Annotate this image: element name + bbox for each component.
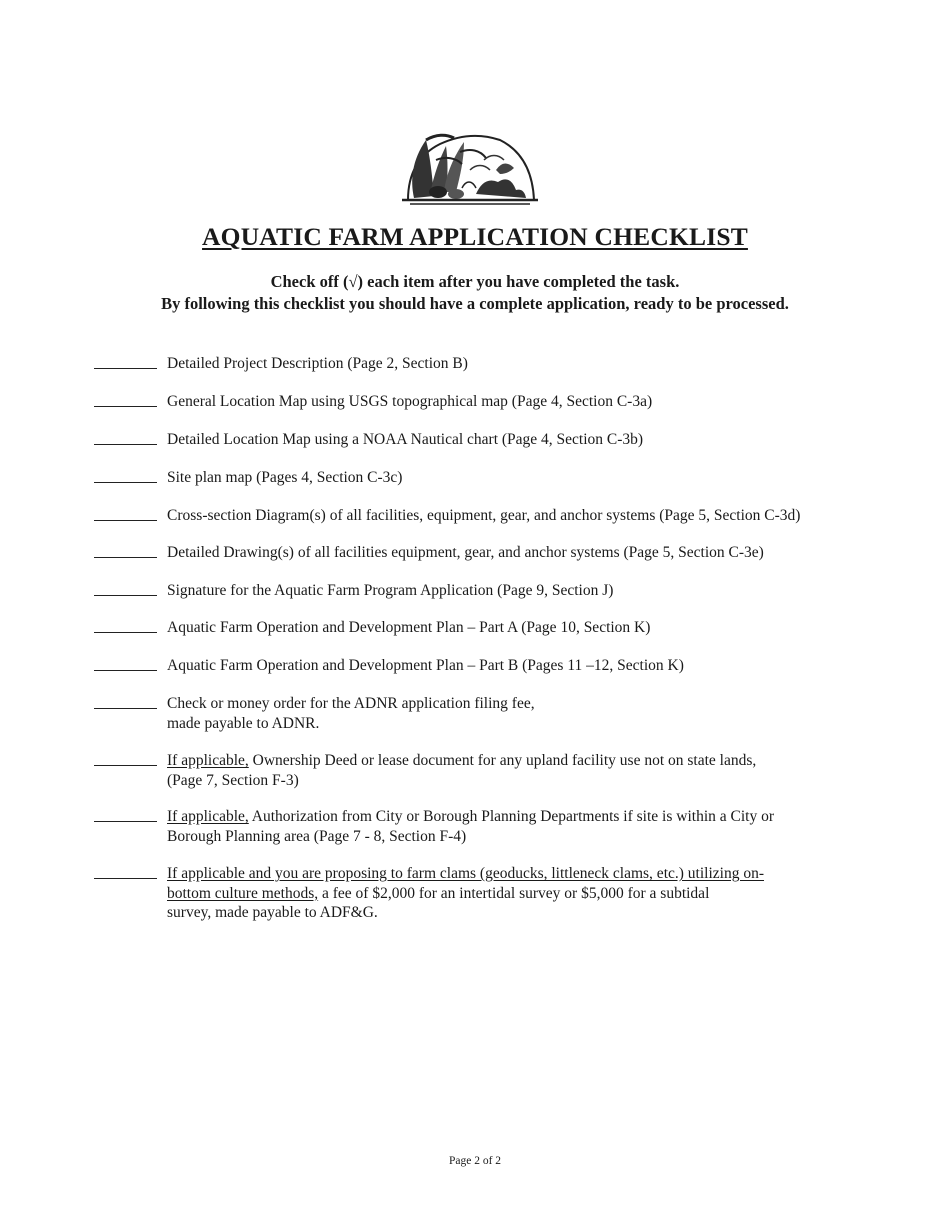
checkoff-blank[interactable] xyxy=(94,670,157,671)
checkoff-blank[interactable] xyxy=(94,765,157,766)
page-title: AQUATIC FARM APPLICATION CHECKLIST xyxy=(202,222,748,251)
checklist-item-text xyxy=(167,543,867,563)
underlined-text: If applicable, xyxy=(167,752,249,769)
checkoff-blank[interactable] xyxy=(94,878,157,879)
item-text: Authorization from City or Borough Planning Departments if site is within a City or xyxy=(248,808,774,825)
checkoff-blank[interactable] xyxy=(94,595,157,596)
item-text: Detailed Location Map using a NOAA Nautical chart (Page 4, Section C-3b) xyxy=(167,431,644,448)
checklist-item-line xyxy=(167,618,867,638)
item-text: a fee of $2,000 for an intertidal survey or $5,000 for a subtidal xyxy=(318,884,710,902)
checklist-item-line xyxy=(167,430,867,450)
item-text: Ownership Deed or lease document for any upland facility use not on state lands, xyxy=(248,752,757,769)
checklist-item-line xyxy=(167,751,867,771)
checklist-item-text xyxy=(167,506,867,526)
checklist-item-line xyxy=(167,714,867,734)
checklist-item-line xyxy=(167,656,867,676)
item-text: Signature for the Aquatic Farm Program Application (Page 9, Section J) xyxy=(167,582,614,599)
checklist-item-text xyxy=(167,430,867,450)
checkoff-blank[interactable] xyxy=(94,708,157,709)
checkoff-blank[interactable] xyxy=(94,557,157,558)
item-text: made payable to ADNR. xyxy=(167,714,320,732)
instruction-line-1: Check off (√) each item after you have completed the task. xyxy=(270,272,680,291)
checklist-item-text xyxy=(167,468,867,488)
underlined-text: bottom culture methods, xyxy=(167,884,319,902)
checklist-item-line xyxy=(167,543,867,563)
checklist-item-line xyxy=(167,392,867,412)
item-text: survey, made payable to ADF&G. xyxy=(167,904,378,921)
checklist-item-line xyxy=(167,468,867,488)
item-text: Detailed Project Description (Page 2, Section B) xyxy=(167,355,468,372)
checkoff-blank[interactable] xyxy=(94,821,157,822)
program-logo xyxy=(400,130,540,206)
checklist-item-text xyxy=(167,694,867,733)
checklist-item-text xyxy=(167,354,867,374)
item-text: Check or money order for the ADNR application filing fee, xyxy=(167,695,535,712)
checklist-item-text xyxy=(167,864,867,923)
item-text: Aquatic Farm Operation and Development Plan – Part B (Pages 11 –12, Section K) xyxy=(167,657,684,674)
checkoff-blank[interactable] xyxy=(94,444,157,445)
checklist-item-line xyxy=(167,903,867,923)
item-text: (Page 7, Section F-3) xyxy=(167,771,299,789)
checklist-item-text xyxy=(167,581,867,601)
checklist-item-line xyxy=(167,694,867,714)
checklist-item-line xyxy=(167,864,867,884)
checklist-item-text xyxy=(167,656,867,676)
checkoff-blank[interactable] xyxy=(94,520,157,521)
item-text: Aquatic Farm Operation and Development Plan – Part A (Page 10, Section K) xyxy=(167,619,651,636)
checklist-item-line xyxy=(167,827,867,847)
item-text: Borough Planning area (Page 7 - 8, Section F-4) xyxy=(167,827,467,845)
item-text: Cross-section Diagram(s) of all facilities, equipment, gear, and anchor systems (Page 5, Section C-3d) xyxy=(167,507,801,524)
page-footer: Page 2 of 2 xyxy=(448,1155,502,1167)
checkoff-blank[interactable] xyxy=(94,482,157,483)
checklist-item-text xyxy=(167,392,867,412)
instruction-line-2: By following this checklist you should have a complete application, ready to be processed. xyxy=(161,294,789,313)
checkoff-blank[interactable] xyxy=(94,632,157,633)
item-text: Site plan map (Pages 4, Section C-3c) xyxy=(167,469,403,486)
checkoff-blank[interactable] xyxy=(94,406,157,407)
checklist-item-line xyxy=(167,581,867,601)
item-text: Detailed Drawing(s) of all facilities equipment, gear, and anchor systems (Page 5, Section C-3e) xyxy=(167,544,764,561)
checklist-item-line xyxy=(167,354,867,374)
item-text: General Location Map using USGS topographical map (Page 4, Section C-3a) xyxy=(167,393,653,410)
checklist-item-text xyxy=(167,807,867,846)
checklist-item-line xyxy=(167,807,867,827)
underlined-text: If applicable and you are proposing to farm clams (geoducks, littleneck clams, etc.) utilizing on- xyxy=(167,865,764,882)
underlined-text: If applicable, xyxy=(167,808,249,825)
checklist-item-line xyxy=(167,506,867,526)
checklist-item-line xyxy=(167,771,867,791)
checklist-item-text xyxy=(167,751,867,790)
checklist-item-text xyxy=(167,618,867,638)
checklist-item-line xyxy=(167,884,867,904)
checkoff-blank[interactable] xyxy=(94,368,157,369)
